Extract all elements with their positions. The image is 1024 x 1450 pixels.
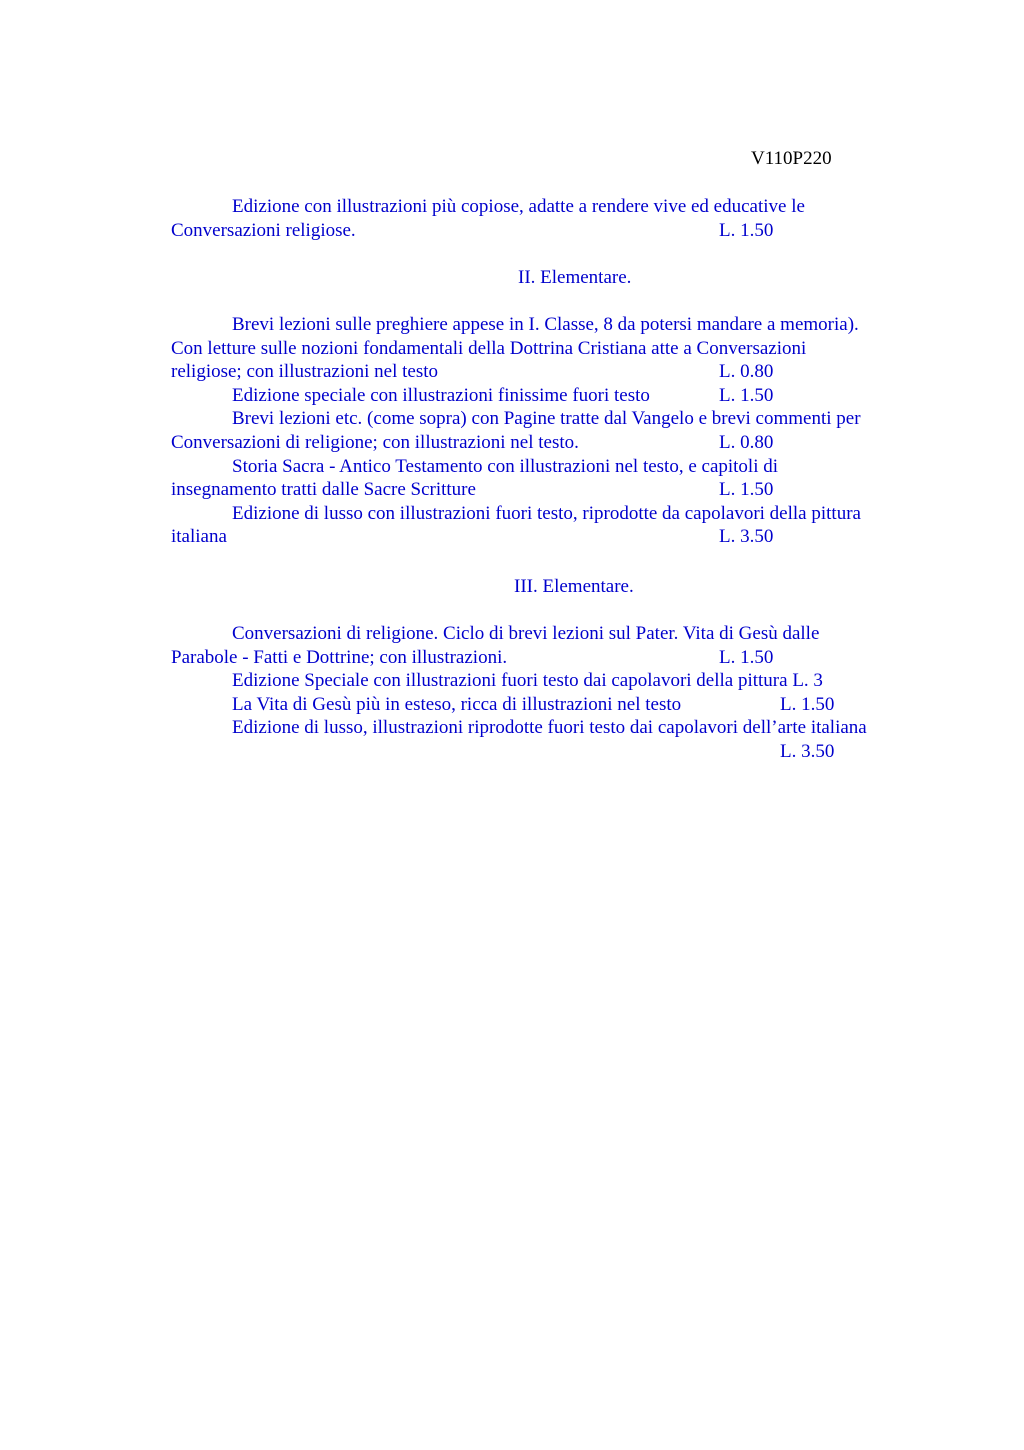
text-line-content: italiana (171, 526, 227, 548)
price: L. 1.50 (780, 693, 835, 715)
list-item (171, 693, 951, 717)
text-line (171, 384, 951, 408)
text-line (171, 740, 951, 764)
intro-paragraph (171, 195, 951, 242)
list-item (171, 716, 951, 763)
text-line-content: Edizione speciale con illustrazioni finissime fuori testo (232, 384, 650, 406)
price: L. 0.80 (719, 361, 774, 383)
list-item (171, 502, 951, 549)
price: L. 1.50 (719, 219, 774, 241)
price: L. 1.50 (719, 384, 774, 406)
text-line-content: Conversazioni religiose. (171, 219, 356, 241)
text-line: Edizione Speciale con illustrazioni fuori testo dai capolavori della pittura L. 3 (232, 670, 823, 692)
text-line (171, 478, 951, 502)
text-line (171, 219, 951, 243)
price: L. 1.50 (719, 479, 774, 501)
text-line-content: Parabole - Fatti e Dottrine; con illustrazioni. (171, 646, 508, 668)
list-item (171, 669, 951, 693)
list-item (171, 622, 951, 669)
list-item (171, 313, 951, 384)
section-iii-list (171, 622, 951, 764)
price: L. 3.50 (780, 740, 835, 762)
section-ii-list (171, 313, 951, 549)
text-line: Brevi lezioni etc. (come sopra) con Pagine tratte dal Vangelo e brevi commenti per (232, 408, 861, 430)
text-line: Con letture sulle nozioni fondamentali della Dottrina Cristiana atte a Conversazioni (171, 337, 807, 359)
page-reference: V110P220 (751, 148, 832, 169)
text-line: Storia Sacra - Antico Testamento con illustrazioni nel testo, e capitoli di (232, 455, 779, 477)
text-line (171, 360, 951, 384)
text-line-content: insegnamento tratti dalle Sacre Scritture (171, 479, 476, 501)
list-item (171, 384, 951, 408)
text-line: Edizione di lusso, illustrazioni riprodotte fuori testo dai capolavori dell’arte italiana (232, 717, 867, 739)
section-heading-iii: III. Elementare. (514, 576, 634, 597)
text-line (171, 646, 951, 670)
text-line-content: La Vita di Gesù più in esteso, ricca di illustrazioni nel testo (232, 693, 682, 715)
text-line-content: religiose; con illustrazioni nel testo (171, 361, 438, 383)
section-heading-ii: II. Elementare. (518, 267, 632, 288)
price: L. 0.80 (719, 431, 774, 453)
text-line: Edizione con illustrazioni più copiose, adatte a rendere vive ed educative le (232, 196, 805, 217)
text-line: Brevi lezioni sulle preghiere appese in I. Classe, 8 da potersi mandare a memoria). (232, 314, 859, 335)
text-line (171, 693, 951, 717)
text-line (171, 431, 951, 455)
text-line: Edizione di lusso con illustrazioni fuori testo, riprodotte da capolavori della pittura (232, 502, 861, 524)
list-item (171, 455, 951, 502)
text-line (171, 525, 951, 549)
price: L. 3.50 (719, 526, 774, 548)
price: L. 1.50 (719, 646, 774, 668)
text-line-content: Conversazioni di religione; con illustrazioni nel testo. (171, 431, 579, 453)
text-line: Conversazioni di religione. Ciclo di brevi lezioni sul Pater. Vita di Gesù dalle (232, 623, 820, 644)
list-item (171, 407, 951, 454)
